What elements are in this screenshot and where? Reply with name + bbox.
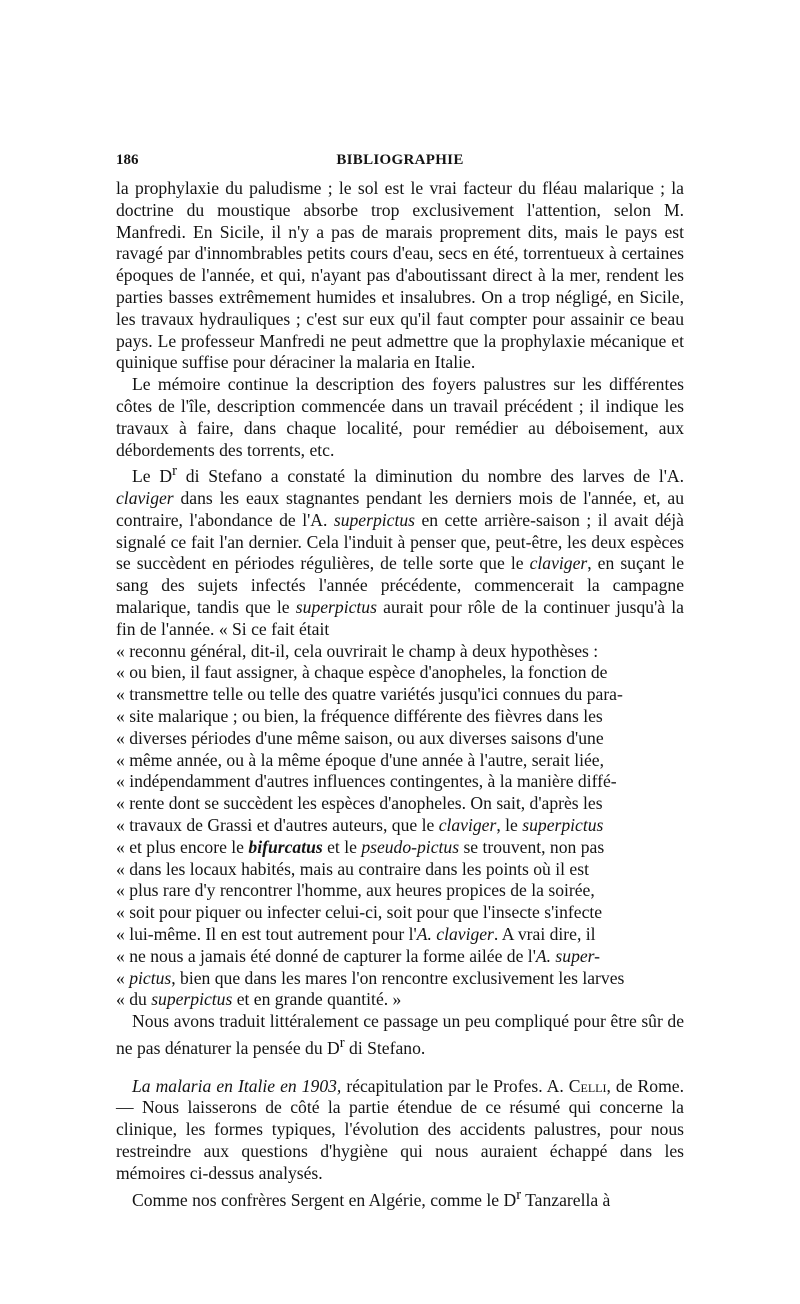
quote-line: « ne nous a jamais été donné de capturer la forme ailée de l'A. super- [116, 945, 601, 966]
quote-line: « ou bien, il faut assigner, à chaque espèce d'anopheles, la fonction de [116, 662, 608, 683]
quote-line: « lui-même. Il en est tout autrement pour l'A. claviger. A vrai dire, il [116, 923, 596, 944]
paragraph-6: Comme nos confrères Sergent en Algérie, comme le $D^r$ Tanzarella à [132, 1186, 611, 1210]
paragraph-2: Le mémoire continue la description des foyers palustres sur les différentes côtes de l'île, description commencée dans un travail précédent ; il indique les travaux à faire, dans chaque localité, pour remédier au déboisement, aux débordements des torrents, etc. [116, 374, 684, 460]
quote-line: « site malarique ; ou bien, la fréquence différente des fièvres dans les [116, 705, 603, 726]
quote-line: « indépendamment d'autres influences contingentes, à la manière diffé- [116, 771, 617, 792]
quote-line: « travaux de Grassi et d'autres auteurs, que le claviger, le superpictus [116, 814, 604, 835]
quote-line: « soit pour piquer ou infecter celui-ci, soit pour que l'insecte s'infecte [116, 902, 603, 923]
paragraph-1: la prophylaxie du paludisme ; le sol est le vrai facteur du fléau malarique ; la doctrine du moustique absorbe trop exclusivement l'attention, selon M. Manfredi. En Sicile, il n'y a pas de marais proprement dits, mais le pays est ravagé par d'innombrables petits cours d'eau, secs en été, torrentueux à certaines époques de l'année, et qui, n'ayant pas d'aboutissant direct à la mer, rendent les parties basses extrêmement humides et insalubres. On a trop négligé, en Sicile, les travaux hydrauliques ; c'est sur eux qu'il faut compter pour assainir ce beau pays. Le professeur Manfredi ne peut admettre que la prophylaxie mécanique et quinique suffise pour déraciner la malaria en Italie. [116, 178, 684, 373]
paragraph-4: Nous avons traduit littéralement ce passage un peu compliqué pour être sûr de ne pas dénaturer la pensée du $D^r$ di Stefano. [116, 1011, 684, 1058]
work-title: La malaria en Italie en 1903, [132, 1075, 342, 1096]
quote-line: « et plus encore le bifurcatus et le pseudo-pictus se trouvent, non pas [116, 836, 605, 857]
quote-line: « dans les locaux habités, mais au contraire dans les points où il est [116, 858, 589, 879]
page-number: 186 [116, 152, 139, 168]
quoted-passage [116, 641, 684, 1012]
quote-line: « reconnu général, dit-il, cela ouvrirait le champ à deux hypothèses : [116, 640, 599, 661]
running-header [116, 150, 684, 174]
quote-line: « rente dont se succèdent les espèces d'anopheles. On sait, d'après les [116, 793, 603, 814]
author-name: Celli [568, 1075, 607, 1096]
quote-line: « du superpictus et en grande quantité. » [116, 989, 402, 1010]
quote-line: « même année, ou à la même époque d'une année à l'autre, serait liée, [116, 749, 604, 770]
quote-line: « pictus, bien que dans les mares l'on rencontre exclusivement les larves [116, 967, 625, 988]
running-title: BIBLIOGRAPHIE [336, 152, 464, 168]
paragraph-5: La malaria en Italie en 1903, récapitulation par le Profes. A. Celli, de Rome. — Nous laisserons de côté la partie étendue de ce résumé qui concerne la clinique, les formes typiques, l'évolution des accidents palustres, pour nous restreindre aux questions d'hygiène qui nous auraient échappé dans les mémoires ci-dessus analysés. [116, 1075, 684, 1183]
document-page [116, 150, 684, 1211]
quote-line: « diverses périodes d'une même saison, ou aux diverses saisons d'une [116, 727, 604, 748]
paragraph-3: Le $D^r$ di Stefano a constaté la diminution du nombre des larves de l'A. claviger dans les eaux stagnantes pendant les derniers mois de l'année, et, au contraire, l'abondance de l'A. superpictus en cette arrière-saison ; il avait déjà signalé ce fait l'an dernier. Cela l'induit à penser que, peut-être, les deux espèces se succèdent en périodes régulières, de telle sorte que le claviger, en suçant le sang des sujets infectés l'année précédente, commencerait la campagne malarique, tandis que le superpictus aurait pour rôle de la continuer jusqu'à la fin de l'année. « Si ce fait était [116, 463, 684, 639]
quote-line: « transmettre telle ou telle des quatre variétés jusqu'ici connues du para- [116, 684, 623, 705]
quote-line: « plus rare d'y rencontrer l'homme, aux heures propices de la soirée, [116, 880, 595, 901]
